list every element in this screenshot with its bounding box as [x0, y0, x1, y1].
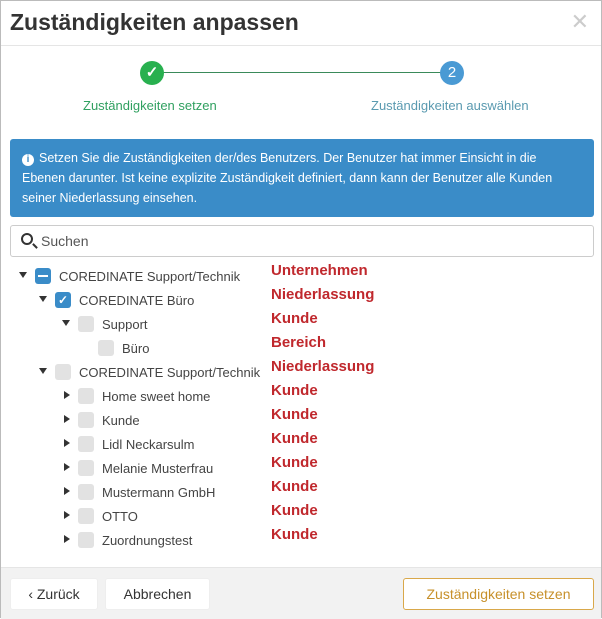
- tree-checkbox[interactable]: ✓: [55, 292, 71, 308]
- caret-right-icon[interactable]: [64, 535, 70, 543]
- caret-right-icon[interactable]: [64, 439, 70, 447]
- tree-node[interactable]: [1, 526, 601, 552]
- caret-right-icon[interactable]: [64, 463, 70, 471]
- level-annotation: Kunde: [271, 454, 318, 471]
- tree-node-label: Büro: [122, 341, 150, 356]
- caret-right-icon[interactable]: [64, 391, 70, 399]
- tree-node[interactable]: [1, 478, 601, 504]
- level-annotation: Niederlassung: [271, 286, 375, 303]
- level-annotation: Kunde: [271, 310, 318, 327]
- tree-checkbox[interactable]: [98, 340, 114, 356]
- back-button[interactable]: ‹ Zurück: [10, 578, 98, 610]
- tree-node[interactable]: [1, 406, 601, 432]
- tree-node-label: Mustermann GmbH: [102, 485, 216, 500]
- close-icon[interactable]: ✕: [570, 9, 589, 34]
- tree-node[interactable]: [1, 502, 601, 528]
- level-annotation: Kunde: [271, 478, 318, 495]
- search-placeholder: Suchen: [41, 233, 89, 249]
- caret-down-icon[interactable]: [39, 368, 47, 374]
- caret-down-icon[interactable]: [62, 320, 70, 326]
- tree-node[interactable]: [1, 358, 601, 384]
- info-alert: [10, 139, 594, 217]
- tree-node[interactable]: [1, 382, 601, 408]
- tree-checkbox[interactable]: [78, 460, 94, 476]
- level-annotation: Bereich: [271, 334, 327, 351]
- tree-checkbox[interactable]: [55, 364, 71, 380]
- step-done-check-icon: ✓: [140, 61, 164, 85]
- info-text: Setzen Sie die Zuständigkeiten der/des Benutzers. Der Benutzer hat immer Einsicht in die Ebenen darunter. Ist keine explizite Zuständigkeit definiert, dann kann der Benutzer alle Kunden seiner Niederlassung einsehen.: [22, 151, 553, 205]
- search-input[interactable]: [10, 225, 594, 257]
- tree-checkbox[interactable]: [78, 532, 94, 548]
- tree-node[interactable]: [1, 262, 601, 288]
- tree-node[interactable]: [1, 310, 601, 336]
- tree-node[interactable]: [1, 286, 601, 312]
- tree-node-label: COREDINATE Büro: [79, 293, 195, 308]
- level-annotation: Unternehmen: [271, 262, 368, 279]
- tree-checkbox[interactable]: [78, 484, 94, 500]
- tree-node-label: Kunde: [102, 413, 140, 428]
- cancel-button[interactable]: Abbrechen: [105, 578, 210, 610]
- level-annotation: Niederlassung: [271, 358, 375, 375]
- tree-node-label: OTTO: [102, 509, 138, 524]
- tree-checkbox[interactable]: [35, 268, 51, 284]
- step-2-label: Zuständigkeiten auswählen: [371, 98, 529, 113]
- search-icon: [21, 233, 33, 245]
- tree-checkbox[interactable]: [78, 508, 94, 524]
- caret-down-icon[interactable]: [39, 296, 47, 302]
- tree-node-label: Zuordnungstest: [102, 533, 193, 548]
- submit-button[interactable]: Zuständigkeiten setzen: [403, 578, 594, 610]
- tree-node-label: COREDINATE Support/Technik: [79, 365, 261, 380]
- tree-node[interactable]: [1, 334, 601, 360]
- caret-right-icon[interactable]: [64, 487, 70, 495]
- tree-checkbox[interactable]: [78, 388, 94, 404]
- tree-checkbox[interactable]: [78, 412, 94, 428]
- dialog-footer: [1, 567, 601, 619]
- divider: [1, 45, 601, 46]
- tree-node-label: Lidl Neckarsulm: [102, 437, 195, 452]
- caret-right-icon[interactable]: [64, 415, 70, 423]
- tree-checkbox[interactable]: [78, 436, 94, 452]
- level-annotation: Kunde: [271, 502, 318, 519]
- level-annotation: Kunde: [271, 430, 318, 447]
- caret-right-icon[interactable]: [64, 511, 70, 519]
- level-annotation: Kunde: [271, 526, 318, 543]
- tree-node-label: Melanie Musterfrau: [102, 461, 214, 476]
- tree-node-label: Home sweet home: [102, 389, 211, 404]
- tree-node-label: Support: [102, 317, 148, 332]
- stepper-line: [151, 72, 451, 73]
- tree-checkbox[interactable]: [78, 316, 94, 332]
- tree-node[interactable]: [1, 430, 601, 456]
- step-1-label: Zuständigkeiten setzen: [83, 98, 217, 113]
- info-icon: i: [22, 154, 34, 166]
- caret-down-icon[interactable]: [19, 272, 27, 278]
- step-2-indicator: 2: [440, 61, 464, 85]
- tree-node-label: COREDINATE Support/Technik: [59, 269, 241, 284]
- level-annotation: Kunde: [271, 406, 318, 423]
- level-annotation: Kunde: [271, 382, 318, 399]
- tree-node[interactable]: [1, 454, 601, 480]
- dialog-title: Zuständigkeiten anpassen: [10, 9, 299, 35]
